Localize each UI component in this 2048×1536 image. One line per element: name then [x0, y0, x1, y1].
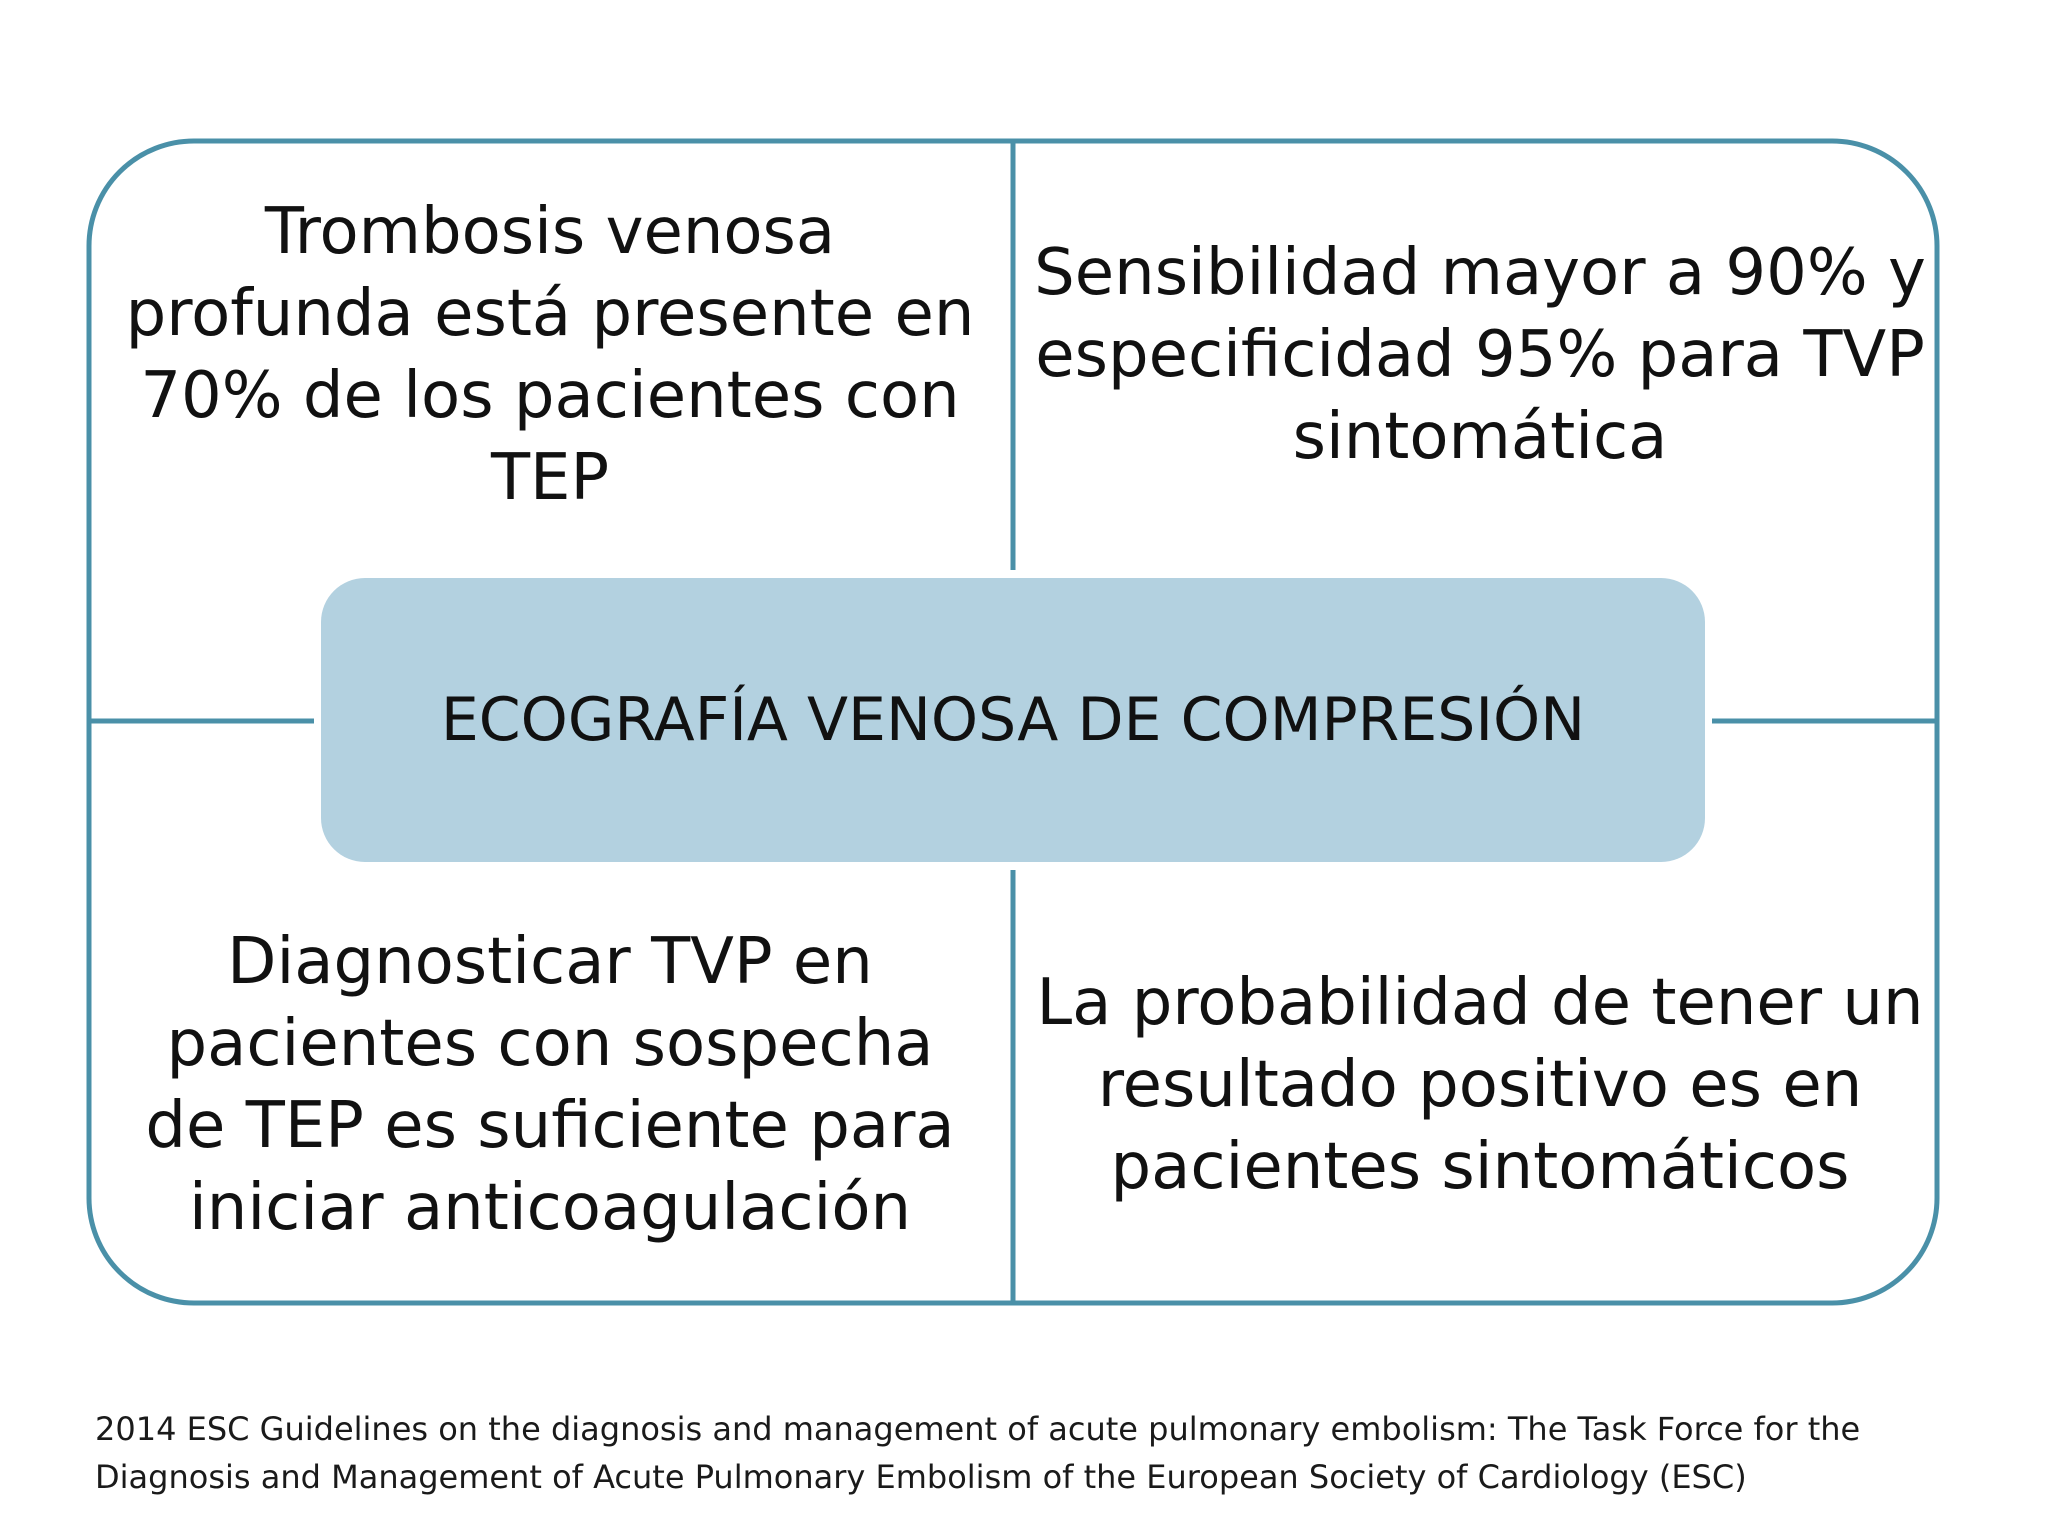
quadrant-top-right-text: Sensibilidad mayor a 90% y especificidad 95% para TVP sintomática	[1034, 236, 1926, 474]
quadrant-bottom-right-text: La probabilidad de tener un resultado positivo es en pacientes sintomáticos	[1036, 966, 1924, 1204]
center-label: ECOGRAFÍA VENOSA DE COMPRESIÓN	[440, 685, 1586, 755]
quadrant-bottom-left-text: Diagnosticar TVP en pacientes con sospecha de TEP es suficiente para iniciar anticoagulación	[145, 925, 955, 1245]
center-box	[321, 578, 1705, 862]
citation: 2014 ESC Guidelines on the diagnosis and management of acute pulmonary embolism: The Task Force for the Diagnosis and Management of Acute Pulmonary Embolism of the European Society of Cardiology (ESC)	[95, 1410, 1861, 1496]
quadrant-top-left-text: Trombosis venosa profunda está presente en 70% de los pacientes con TEP	[125, 195, 975, 515]
